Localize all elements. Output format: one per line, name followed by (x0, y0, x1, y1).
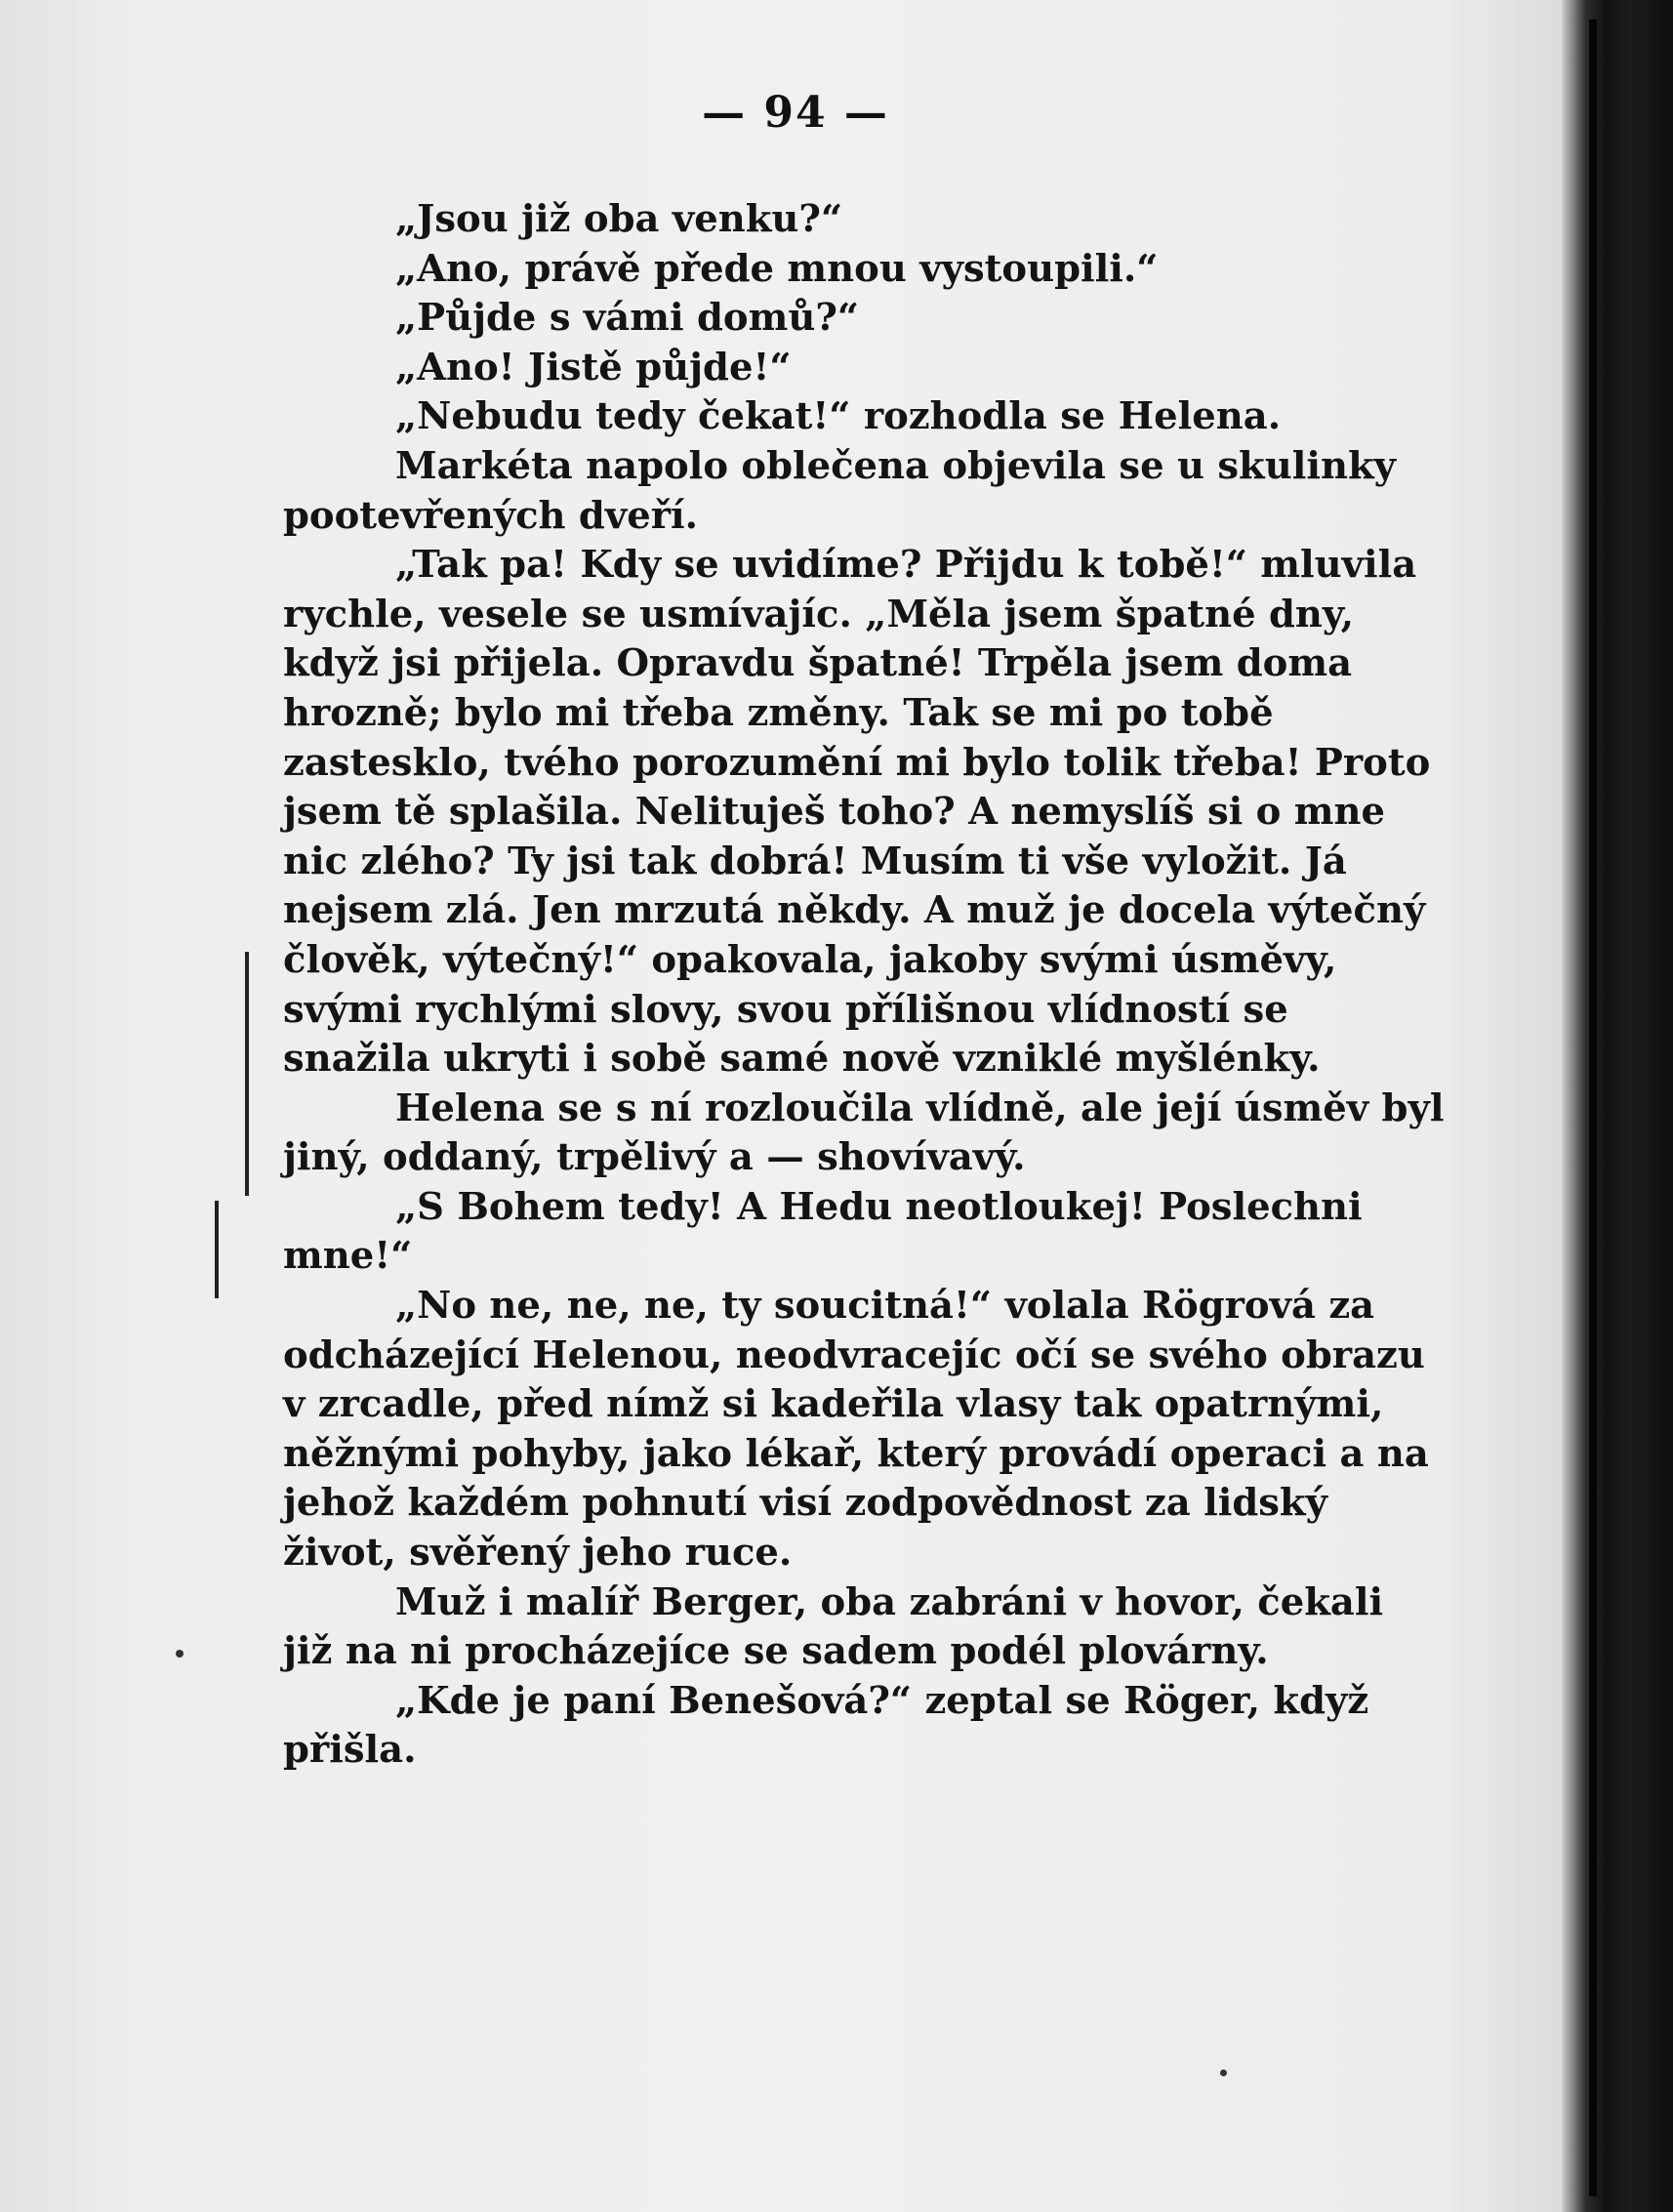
paragraph: Helena se s ní rozloučila vlídně, ale její úsměv byl jiný, oddaný, trpělivý a — shovívavý. (283, 1086, 1445, 1180)
paragraph: Markéta napolo oblečena objevila se u skulinky pootevřených dveří. (283, 443, 1396, 538)
dialogue-line: „Ano! Jistě půjde!“ (395, 345, 792, 389)
book-spine-edge (1562, 0, 1673, 2212)
margin-pencil-mark (245, 952, 249, 1196)
ink-speck (176, 1650, 184, 1658)
body-text (283, 195, 1445, 1776)
page-number: — 94 — (702, 88, 889, 138)
ink-speck (1220, 2069, 1227, 2076)
dialogue-line: „Nebudu tedy čekat!“ rozhodla se Helena. (395, 394, 1282, 439)
dialogue-line: „Ano, právě přede mnou vystoupili.“ (395, 246, 1159, 291)
margin-pencil-mark (215, 1201, 219, 1298)
paragraph: „Tak pa! Kdy se uvidíme? Přijdu k tobě!“ mluvila rychle, vesele se usmívajíc. „Měla jsem špatné dny, když jsi přijela. Opravdu špatné! Trpěla jsem doma hrozně; bylo mi třeba změny. Tak se mi po tobě zastesklo, tvého porozumění mi bylo tolik třeba! Proto jsem tě splašila. Nelituješ toho? A nemyslíš si o mne nic zlého? Ty jsi tak dobrá! Musím ti vše vyložit. Já nejsem zlá. Jen mrzutá někdy. A muž je docela výtečný člověk, výtečný!“ opakovala, jakoby svými úsměvy, svými rychlými slovy, svou přílišnou vlídností se snažila ukryti i sobě samé nově vzniklé myšlénky. (283, 543, 1431, 1082)
spine-shadow-line (1589, 20, 1597, 2196)
paragraph: Muž i malíř Berger, oba zabráni v hovor, čekali již na ni procházejíce se sadem podél plovárny. (283, 1579, 1384, 1674)
paragraph: „S Bohem tedy! A Hedu neotloukej! Poslechni mne!“ (283, 1184, 1363, 1279)
dialogue-line: „Jsou již oba venku?“ (395, 197, 843, 241)
dialogue-line: „Půjde s vámi domů?“ (395, 296, 860, 341)
paragraph: „Kde je paní Benešová?“ zeptal se Röger, když přišla. (283, 1678, 1369, 1773)
paragraph: „No ne, ne, ne, ty soucitná!“ volala Rögrová za odcházející Helenou, neodvracejíc očí se svého obrazu v zrcadle, před nímž si kadeřila vlasy tak opatrnými, něžnými pohyby, jako lékař, který provádí operaci a na jehož každém pohnutí visí zodpovědnost za lidský život, svěřený jeho ruce. (283, 1284, 1429, 1576)
